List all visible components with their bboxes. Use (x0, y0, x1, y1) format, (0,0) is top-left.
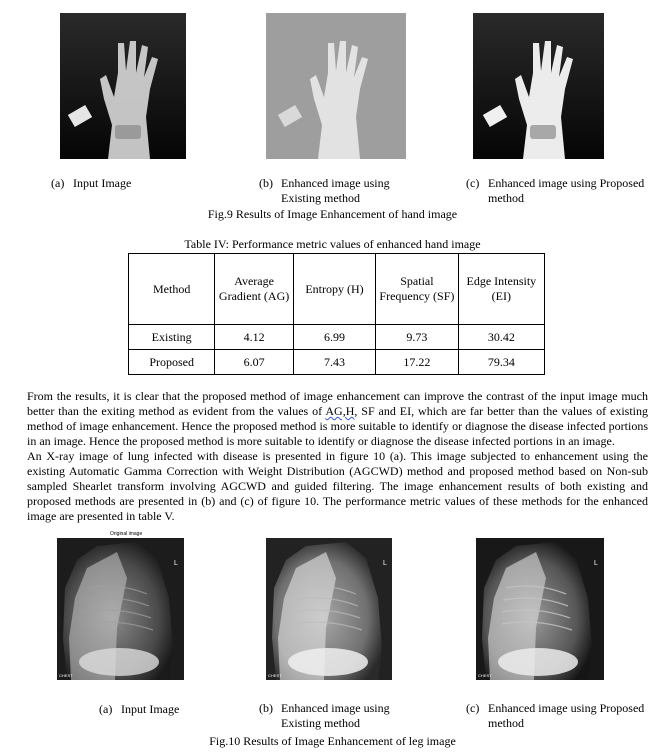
cell: 7.43 (293, 350, 375, 375)
header-entropy: Entropy (H) (293, 254, 375, 325)
side-marker-existing: L (383, 560, 387, 567)
table4-title: Table IV: Performance metric values of enhanced hand image (184, 237, 481, 251)
chest-label-input: CHEST (59, 673, 73, 678)
chest-xray-existing (266, 538, 392, 680)
table-header-row (129, 254, 545, 325)
para1-ag-term: AG,H (325, 404, 355, 418)
results-paragraph (27, 389, 648, 449)
cell: 6.99 (293, 325, 375, 350)
cell: 30.42 (458, 325, 544, 350)
chest-label-proposed: CHEST (478, 673, 492, 678)
para1-part-b: , SF and EI, which are far better than the values of existing method of image enhancement. Hence the proposed method is more suitable to identify or diagnose the disease infected portions in an image. Hence the proposed method is more suitable to identify or diagnose the disease infected portions in an image. (27, 404, 648, 448)
cell: 6.07 (215, 350, 293, 375)
header-method: Method (129, 254, 215, 325)
cell: 4.12 (215, 325, 293, 350)
fig9-caption-a: (a) Input Image (51, 176, 132, 190)
side-marker-input: L (174, 560, 178, 567)
para1-part-a: From the results, it is clear that the proposed method of image enhancement can improve the contrast of the input image much better than the exiting method as evident from the values of (27, 389, 648, 418)
metrics-table (128, 253, 545, 375)
fig9-title: Fig.9 Results of Image Enhancement of hand image (207, 207, 458, 221)
original-image-label: Original image (110, 531, 143, 537)
fig9-caption-c: (c) Enhanced image using Proposed method (466, 176, 645, 205)
header-ag: Average Gradient (AG) (215, 254, 293, 325)
fig9-caption-b: (b) Enhanced image using Existing method (259, 176, 390, 205)
cell: 17.22 (376, 350, 459, 375)
header-sf: Spatial Frequency (SF) (376, 254, 459, 325)
lung-paragraph: An X-ray image of lung infected with disease is presented in figure 10 (a). This image subjected to enhancement using the existing Automatic Gamma Correction with Weight Distribution (AGCWD) method and proposed method based on Non-sub sampled Shearlet transform involving AGCWD and guided filtering. The image enhancement results of both existing and proposed methods are presented in (b) and (c) of figure 10. The performance metric values of these methods for the enhanced image are presented in table V. (27, 449, 648, 523)
table-row (129, 350, 545, 375)
cell: 79.34 (458, 350, 544, 375)
cell: Proposed (129, 350, 215, 375)
chest-xray-input (57, 538, 184, 680)
table-row (129, 325, 545, 350)
cell: Existing (129, 325, 215, 350)
fig10-caption-b: (b) Enhanced image using Existing method (259, 701, 390, 730)
header-ei: Edge Intensity (EI) (458, 254, 544, 325)
fig10-caption-c: (c) Enhanced image using Proposed method (466, 701, 645, 730)
fig10-title: Fig.10 Results of Image Enhancement of leg image (209, 734, 456, 748)
cell: 9.73 (376, 325, 459, 350)
hand-xray-existing (266, 13, 406, 159)
hand-xray-proposed (473, 13, 604, 159)
side-marker-proposed: L (594, 560, 598, 567)
chest-label-existing: CHEST (268, 673, 282, 678)
chest-xray-proposed (476, 538, 604, 680)
hand-xray-input (60, 13, 186, 159)
fig10-caption-a: (a) Input Image (99, 702, 180, 716)
